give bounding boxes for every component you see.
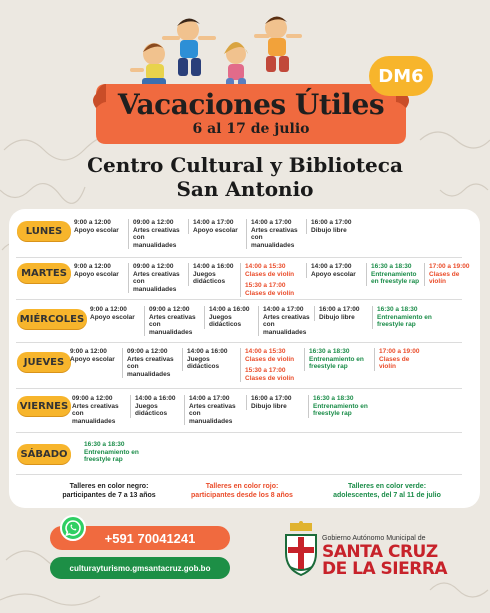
legend-black-title: Talleres en color negro: — [69, 483, 149, 490]
activity-slot — [184, 395, 236, 425]
phone-number: +591 70041241 — [104, 530, 196, 546]
activity-name: freestyle rap — [313, 410, 352, 417]
activity-time: 14:00 a 17:00 — [251, 219, 292, 226]
activity-name: Artes creativas — [133, 270, 180, 278]
activity-time: 9:00 a 12:00 — [74, 219, 111, 226]
activity-time: 15:30 a 17:00 — [245, 367, 286, 374]
activity-name: didácticos — [187, 363, 220, 370]
activity-name: Juegos — [187, 355, 210, 363]
activity-time: 14:00 a 16:00 — [187, 348, 228, 355]
activity-name: con — [133, 278, 145, 285]
activity-name: manualidades — [263, 328, 307, 336]
row-divider — [16, 299, 462, 300]
activity-name: freestyle rap — [309, 363, 348, 370]
activity-slot — [128, 263, 180, 293]
activity-name: Artes creativas — [189, 402, 236, 410]
day-label-jueves: JUEVES — [17, 352, 71, 372]
activity-name: didácticos — [209, 321, 242, 328]
activity-time: 17:00 a 19:00 — [379, 348, 420, 355]
activity-name: Apoyo escolar — [193, 226, 238, 234]
legend-green — [312, 482, 462, 500]
legend-red-title: Talleres en color rojo: — [205, 483, 279, 490]
activity-name: Clases de violín — [245, 270, 295, 278]
row-divider — [16, 257, 462, 258]
activity-time: 14:00 a 15:30 — [245, 263, 286, 270]
activity-name: Apoyo escolar — [74, 226, 119, 234]
activity-time: 17:00 a 19:00 — [429, 263, 470, 270]
activity-name: Entrenamiento en — [377, 313, 432, 321]
activity-slot — [372, 306, 432, 329]
city-name-line2: DE LA SIERRA — [322, 559, 448, 579]
activity-time: 14:00 a 16:00 — [135, 395, 176, 402]
activity-slot — [366, 263, 419, 286]
activity-time: 14:00 a 17:00 — [263, 306, 304, 313]
activity-slot — [74, 219, 119, 234]
legend-black — [44, 482, 174, 500]
activity-time: 16:00 a 17:00 — [319, 306, 360, 313]
legend-green-title: Talleres en color verde: — [347, 483, 427, 490]
activity-time: 16:00 a 17:00 — [311, 219, 352, 226]
activity-time: 09:00 a 12:00 — [133, 263, 174, 270]
activity-name: manualidades — [133, 241, 177, 249]
activity-name: con — [189, 410, 201, 417]
activity-slot — [240, 348, 294, 382]
activity-name: Apoyo escolar — [90, 313, 135, 321]
activity-name: con — [133, 234, 145, 241]
activity-name: manualidades — [251, 241, 295, 249]
district-badge: DM6 — [369, 56, 433, 96]
activity-name: Artes creativas — [251, 226, 298, 234]
activity-name: manualidades — [72, 417, 116, 425]
activity-slot — [306, 219, 351, 234]
activity-name: Artes creativas — [72, 402, 119, 410]
activity-slot — [188, 219, 238, 234]
activity-name: Apoyo escolar — [70, 355, 115, 363]
page-title: Vacaciones Útiles — [117, 88, 385, 121]
activity-slot — [122, 348, 174, 378]
activity-name: Clases de violín — [245, 289, 295, 297]
day-label-martes: MARTES — [17, 263, 71, 283]
activity-slot — [314, 306, 359, 321]
activity-name: Clases de violín — [245, 355, 295, 363]
activity-name: con — [263, 321, 275, 328]
activity-name: Artes creativas — [133, 226, 180, 234]
website-url: culturayturismo.gmsantacruz.gob.bo — [69, 563, 211, 573]
venue-name: Centro Cultural y Biblioteca — [87, 153, 403, 177]
activity-time: 09:00 a 12:00 — [72, 395, 113, 402]
activity-name: con — [251, 234, 263, 241]
activity-time: 16:00 a 17:00 — [251, 395, 292, 402]
activity-slot — [144, 306, 196, 336]
activity-slot — [304, 348, 364, 371]
city-name — [322, 544, 482, 578]
activity-name: Artes creativas — [127, 355, 174, 363]
activity-name: Clases de violín — [245, 374, 295, 382]
activity-slot — [374, 348, 419, 371]
activity-time: 14:00 a 17:00 — [193, 219, 234, 226]
activity-slot — [308, 395, 368, 418]
day-label-viernes: VIERNES — [17, 396, 71, 416]
activity-name: Juegos — [135, 402, 158, 410]
activity-name: Entrenamiento en — [309, 355, 364, 363]
activity-slot — [90, 306, 135, 321]
activity-name: Dibujo libre — [311, 226, 347, 234]
activity-slot — [74, 263, 119, 278]
activity-slot — [130, 395, 175, 418]
activity-name: Apoyo escolar — [311, 270, 356, 278]
row-divider — [16, 388, 462, 389]
activity-name: didácticos — [135, 410, 168, 417]
activity-name: Artes creativas — [149, 313, 196, 321]
event-dates: 6 al 17 de julio — [192, 121, 310, 137]
activity-slot — [128, 219, 180, 249]
activity-name: Artes creativas — [263, 313, 310, 321]
activity-time: 9:00 a 12:00 — [74, 263, 111, 270]
activity-name: Entrenamiento — [371, 270, 417, 278]
activity-time: 9:00 a 12:00 — [90, 306, 127, 313]
coat-of-arms-icon — [282, 521, 320, 581]
activity-name: con — [127, 363, 139, 370]
activity-slot — [84, 441, 139, 464]
activity-time: 16:30 a 18:30 — [377, 306, 418, 313]
activity-slot — [424, 263, 469, 286]
activity-time: 14:00 a 17:00 — [311, 263, 352, 270]
activity-name: freestyle rap — [84, 456, 123, 463]
activity-name: Dibujo libre — [251, 402, 287, 410]
activity-slot — [246, 395, 291, 410]
activity-time: 15:30 a 17:00 — [245, 282, 286, 289]
activity-time: 09:00 a 12:00 — [149, 306, 190, 313]
activity-name: manualidades — [133, 285, 177, 293]
activity-slot — [204, 306, 249, 329]
activity-time: 14:00 a 15:30 — [245, 348, 286, 355]
activity-name: Dibujo libre — [319, 313, 355, 321]
activity-time: 16:30 a 18:30 — [309, 348, 350, 355]
activity-time: 14:00 a 16:00 — [193, 263, 234, 270]
activity-name: violín — [379, 363, 396, 370]
activity-time: 14:00 a 16:00 — [209, 306, 250, 313]
activity-name: Clases de — [429, 270, 460, 278]
activity-name: manualidades — [149, 328, 193, 336]
activity-name: con — [72, 410, 84, 417]
day-label-lunes: LUNES — [17, 221, 71, 241]
activity-time: 9:00 a 12:00 — [70, 348, 107, 355]
legend-green-text: adolescentes, del 7 al 11 de julio — [333, 492, 441, 499]
activity-time: 16:30 a 18:30 — [371, 263, 412, 270]
activity-time: 14:00 a 17:00 — [189, 395, 230, 402]
activity-name: Clases de — [379, 355, 410, 363]
activity-name: en freestyle rap — [371, 278, 420, 285]
government-label: Gobierno Autónomo Municipal de — [322, 535, 426, 542]
activity-time: 16:30 a 18:30 — [84, 441, 125, 448]
whatsapp-icon[interactable] — [60, 515, 86, 541]
activity-slot — [188, 263, 233, 286]
city-name-line1: SANTA CRUZ — [322, 542, 438, 562]
legend-red — [182, 482, 302, 500]
activity-name: Juegos — [209, 313, 232, 321]
venue-name-line2: San Antonio — [176, 177, 314, 201]
day-label-miercoles: MIÉRCOLES — [17, 309, 87, 329]
activity-name: Apoyo escolar — [74, 270, 119, 278]
activity-name: didácticos — [193, 278, 226, 285]
legend-black-text: participantes de 7 a 13 años — [62, 492, 156, 499]
activity-slot — [240, 263, 294, 297]
activity-name: manualidades — [127, 370, 171, 378]
row-divider — [16, 342, 462, 343]
activity-name: Entrenamiento en — [84, 448, 139, 456]
activity-slot — [72, 395, 119, 425]
activity-time: 09:00 a 12:00 — [133, 219, 174, 226]
activity-time: 16:30 a 18:30 — [313, 395, 354, 402]
row-divider — [16, 474, 462, 475]
activity-time: 09:00 a 12:00 — [127, 348, 168, 355]
activity-name: Entrenamiento en — [313, 402, 368, 410]
activity-slot — [306, 263, 356, 278]
website-link[interactable] — [50, 557, 230, 579]
legend-red-text: participantes desde los 8 años — [191, 492, 293, 499]
activity-slot — [70, 348, 115, 363]
row-divider — [16, 432, 462, 433]
activity-name: Juegos — [193, 270, 216, 278]
activity-name: freestyle rap — [377, 321, 416, 328]
activity-name: violín — [429, 278, 446, 285]
activity-name: con — [149, 321, 161, 328]
day-label-sabado: SÁBADO — [17, 444, 71, 464]
activity-slot — [246, 219, 298, 249]
activity-slot — [258, 306, 310, 336]
activity-slot — [182, 348, 227, 371]
activity-name: manualidades — [189, 417, 233, 425]
